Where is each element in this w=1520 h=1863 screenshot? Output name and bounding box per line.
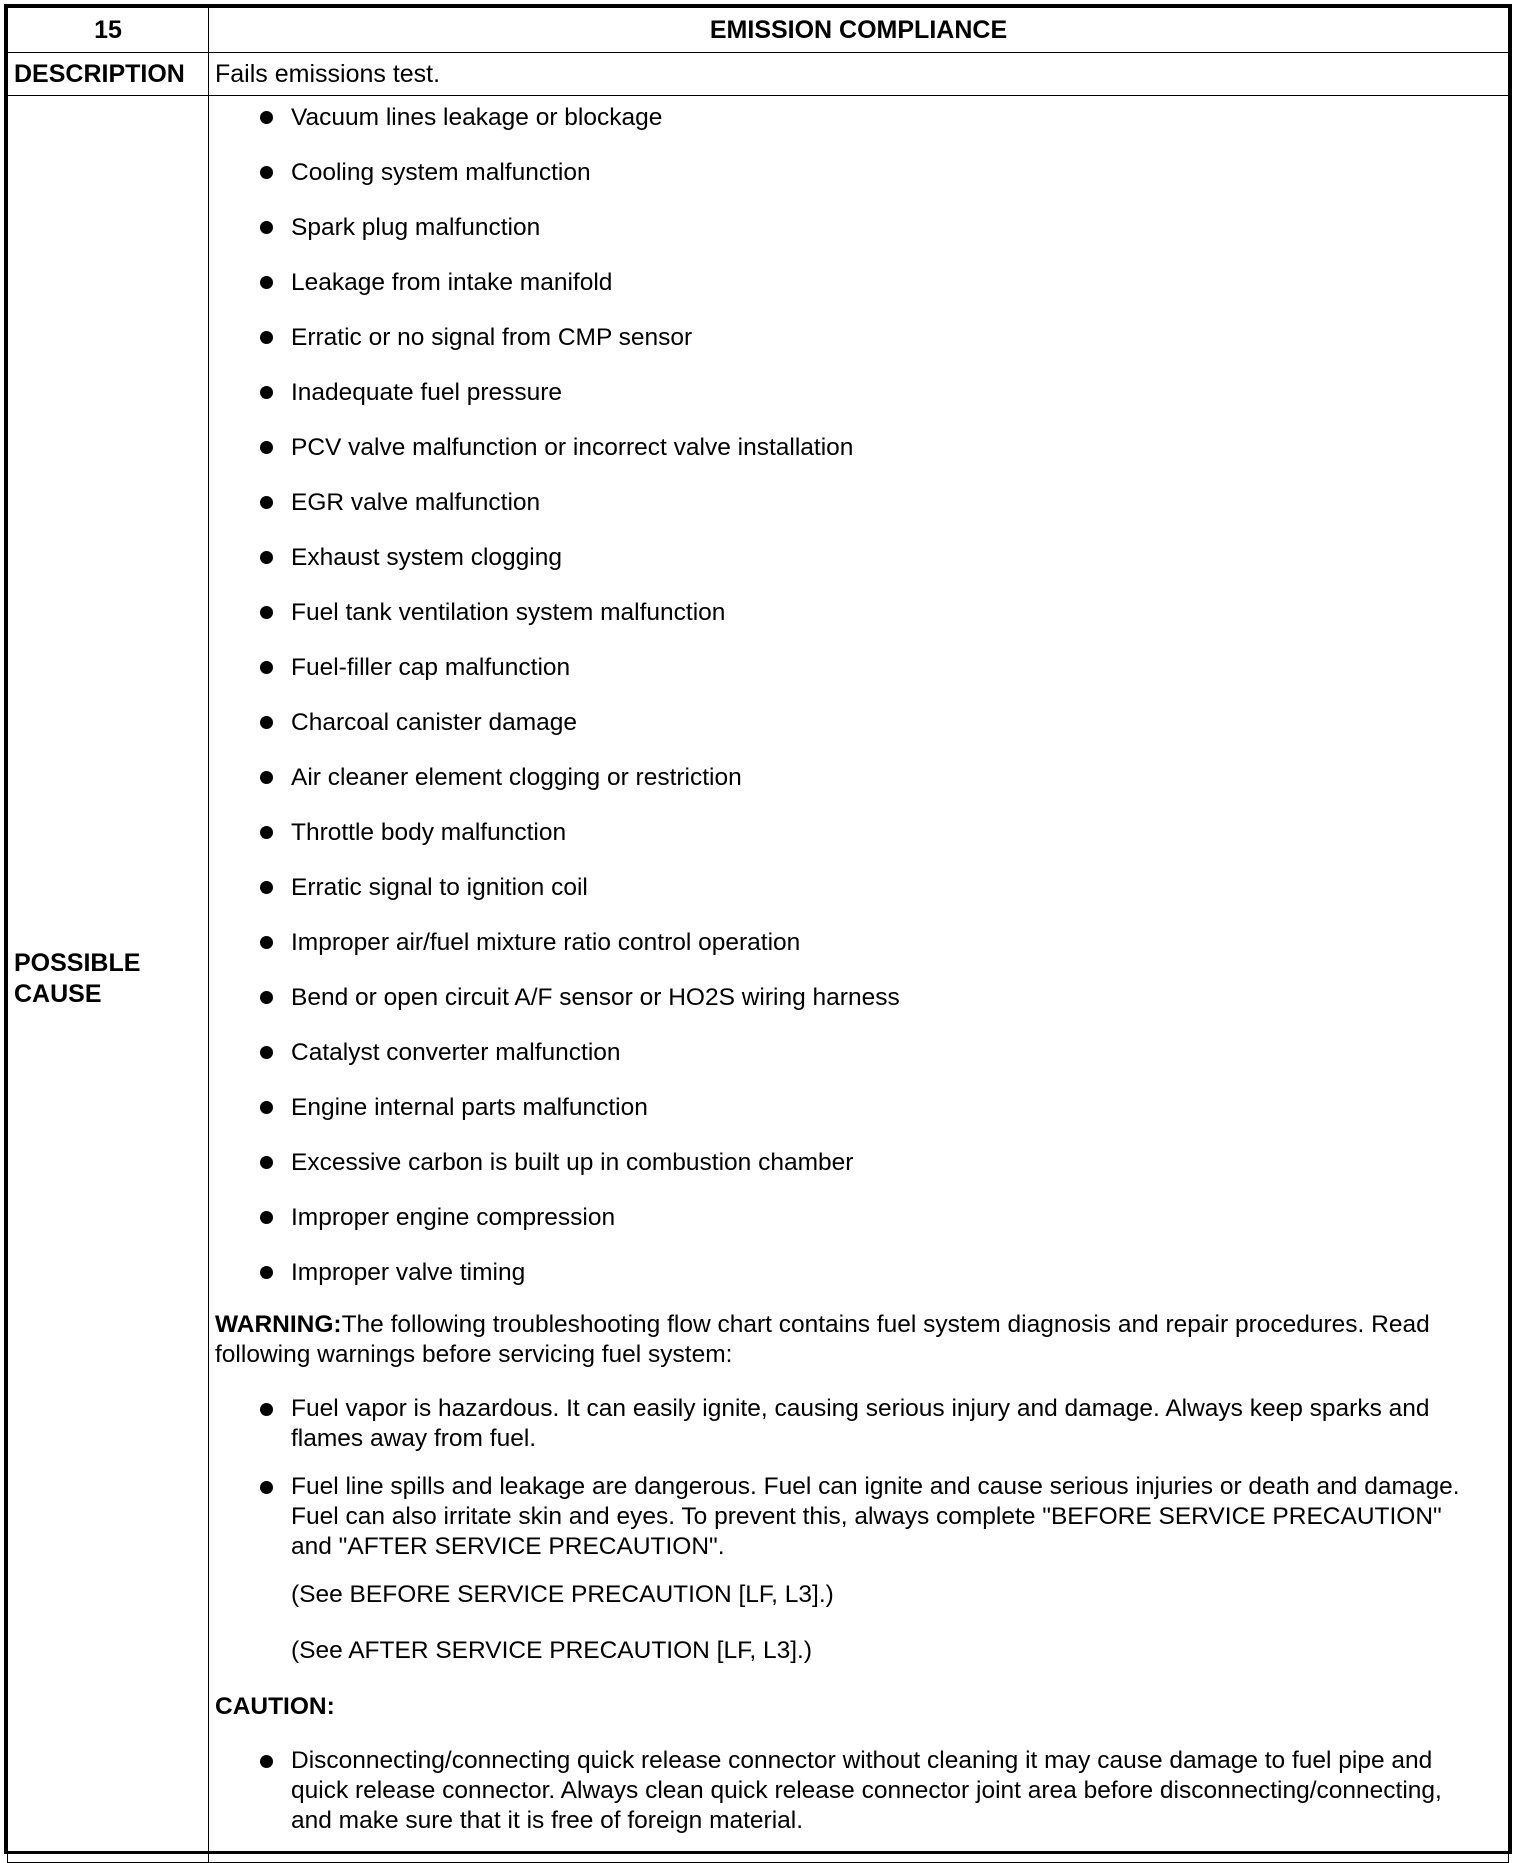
cause-item-text: Bend or open circuit A/F sensor or HO2S wiring harness bbox=[291, 984, 900, 1011]
warning-paragraph bbox=[215, 1310, 1488, 1370]
cause-item bbox=[215, 487, 1488, 518]
warning-list bbox=[215, 1394, 1488, 1562]
bullet-icon bbox=[260, 1101, 273, 1114]
bullet-icon bbox=[260, 441, 273, 454]
cause-item bbox=[215, 212, 1488, 243]
cause-item-text: Improper air/fuel mixture ratio control operation bbox=[291, 929, 801, 956]
after-service-reference: (See AFTER SERVICE PRECAUTION [LF, L3].) bbox=[291, 1637, 812, 1664]
cause-item-text: Erratic or no signal from CMP sensor bbox=[291, 324, 693, 351]
cause-item bbox=[215, 1257, 1488, 1288]
warning-item-text: Fuel line spills and leakage are dangerous. Fuel can ignite and cause serious injuries or death and damage. Fuel can also irritate skin and eyes. To prevent this, always complete "BEFORE SERVICE PRECAUTION" and "AFTER SERVICE PRECAUTION". bbox=[291, 1473, 1460, 1560]
cause-item-text: Fuel-filler cap malfunction bbox=[291, 654, 571, 681]
possible-cause-label-line2: CAUSE bbox=[14, 980, 102, 1008]
bullet-icon bbox=[260, 1266, 273, 1279]
description-label: DESCRIPTION bbox=[8, 53, 209, 96]
warning-item bbox=[215, 1394, 1488, 1454]
cause-item bbox=[215, 377, 1488, 408]
bullet-icon bbox=[260, 1755, 273, 1768]
bullet-icon bbox=[260, 1156, 273, 1169]
header-row bbox=[8, 8, 1509, 53]
bullet-icon bbox=[260, 1481, 273, 1494]
caution-label: CAUTION: bbox=[215, 1693, 335, 1720]
cause-item-text: Catalyst converter malfunction bbox=[291, 1039, 621, 1066]
troubleshooting-table bbox=[7, 7, 1509, 1863]
cause-item-text: Leakage from intake manifold bbox=[291, 269, 613, 296]
cause-item bbox=[215, 707, 1488, 738]
bullet-icon bbox=[260, 771, 273, 784]
cause-item-text: Charcoal canister damage bbox=[291, 709, 577, 736]
bullet-icon bbox=[260, 991, 273, 1004]
cause-item-text: Cooling system malfunction bbox=[291, 159, 591, 186]
cause-item bbox=[215, 1037, 1488, 1068]
cause-item bbox=[215, 432, 1488, 463]
bullet-icon bbox=[260, 221, 273, 234]
cause-item bbox=[215, 1147, 1488, 1178]
bullet-icon bbox=[260, 716, 273, 729]
bullet-icon bbox=[260, 386, 273, 399]
cause-item bbox=[215, 762, 1488, 793]
bullet-icon bbox=[260, 166, 273, 179]
cause-item-text: Spark plug malfunction bbox=[291, 214, 541, 241]
possible-cause-row bbox=[8, 96, 1509, 1863]
possible-cause-content bbox=[209, 96, 1509, 1863]
cause-item bbox=[215, 597, 1488, 628]
cause-item bbox=[215, 267, 1488, 298]
caution-list bbox=[215, 1746, 1488, 1836]
bullet-icon bbox=[260, 881, 273, 894]
cause-item-text: Improper valve timing bbox=[291, 1259, 526, 1286]
bullet-icon bbox=[260, 551, 273, 564]
cause-item bbox=[215, 102, 1488, 133]
bullet-icon bbox=[260, 661, 273, 674]
section-title: EMISSION COMPLIANCE bbox=[209, 8, 1509, 53]
bullet-icon bbox=[260, 606, 273, 619]
cause-item-text: Vacuum lines leakage or blockage bbox=[291, 104, 663, 131]
possible-cause-label bbox=[8, 96, 209, 1863]
emission-compliance-table bbox=[4, 4, 1512, 1854]
bullet-icon bbox=[260, 826, 273, 839]
cause-item bbox=[215, 542, 1488, 573]
bullet-icon bbox=[260, 331, 273, 344]
before-service-reference: (See BEFORE SERVICE PRECAUTION [LF, L3].) bbox=[291, 1581, 834, 1608]
warning-item-text: Fuel vapor is hazardous. It can easily ignite, causing serious injury and damage. Always keep sparks and flames away from fuel. bbox=[291, 1395, 1430, 1452]
description-row bbox=[8, 53, 1509, 96]
cause-item-text: Exhaust system clogging bbox=[291, 544, 562, 571]
caution-item-text: Disconnecting/connecting quick release connector without cleaning it may cause damage to fuel pipe and quick release connector. Always clean quick release connector joint area before disconnecting/connecting, and make sure that it is free of foreign material. bbox=[291, 1747, 1442, 1834]
cause-item bbox=[215, 1202, 1488, 1233]
cause-item-text: Improper engine compression bbox=[291, 1204, 616, 1231]
cause-item bbox=[215, 1092, 1488, 1123]
bullet-icon bbox=[260, 1403, 273, 1416]
cause-item-text: Engine internal parts malfunction bbox=[291, 1094, 648, 1121]
cause-item-text: Inadequate fuel pressure bbox=[291, 379, 563, 406]
bullet-icon bbox=[260, 1046, 273, 1059]
cause-item-text: Air cleaner element clogging or restriction bbox=[291, 764, 742, 791]
cause-item bbox=[215, 322, 1488, 353]
bullet-icon bbox=[260, 276, 273, 289]
cause-item-text: Excessive carbon is built up in combustion chamber bbox=[291, 1149, 854, 1176]
cause-item bbox=[215, 872, 1488, 903]
caution-item bbox=[215, 1746, 1488, 1836]
cause-item bbox=[215, 652, 1488, 683]
cause-item bbox=[215, 982, 1488, 1013]
warning-item bbox=[215, 1472, 1488, 1562]
cause-item-text: Erratic signal to ignition coil bbox=[291, 874, 588, 901]
cause-item-text: EGR valve malfunction bbox=[291, 489, 541, 516]
warning-label: WARNING: bbox=[215, 1311, 342, 1338]
bullet-icon bbox=[260, 496, 273, 509]
cause-item bbox=[215, 927, 1488, 958]
step-number: 15 bbox=[8, 8, 209, 53]
cause-item-text: Throttle body malfunction bbox=[291, 819, 567, 846]
cause-list bbox=[215, 102, 1488, 1288]
cause-item-text: PCV valve malfunction or incorrect valve installation bbox=[291, 434, 854, 461]
cause-item bbox=[215, 157, 1488, 188]
cause-item-text: Fuel tank ventilation system malfunction bbox=[291, 599, 726, 626]
bullet-icon bbox=[260, 111, 273, 124]
possible-cause-label-line1: POSSIBLE bbox=[14, 949, 141, 977]
bullet-icon bbox=[260, 1211, 273, 1224]
bullet-icon bbox=[260, 936, 273, 949]
cause-item bbox=[215, 817, 1488, 848]
description-text: Fails emissions test. bbox=[209, 53, 1509, 96]
warning-text: The following troubleshooting flow chart contains fuel system diagnosis and repair procedures. Read following warnings before servicing fuel system: bbox=[215, 1311, 1430, 1368]
